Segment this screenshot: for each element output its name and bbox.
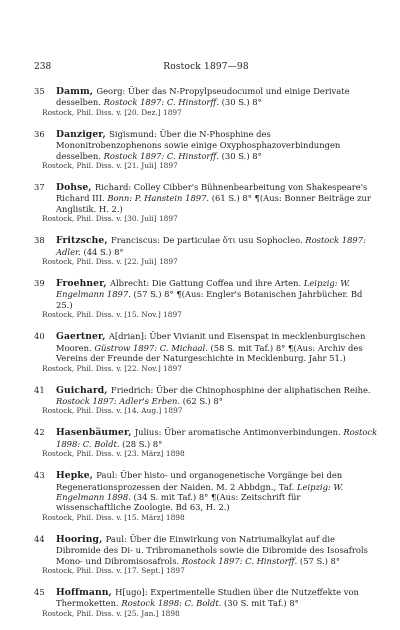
entry-number: 41: [34, 384, 45, 395]
entry-extent: (58 S. mit Taf.) 8° ¶(Aus: Archiv des Vereins der Freunde der Naturgeschichte in Mecklenburg. Jahr 51.): [56, 342, 363, 364]
entry-number: 42: [34, 427, 45, 438]
page-number: 238: [34, 62, 52, 72]
entry-dissertation-note: Rostock, Phil. Diss. v. [30. Juli] 1897: [42, 214, 178, 224]
entry-number: 38: [34, 235, 45, 246]
bibliography-entry: [34, 385, 378, 417]
entry-number: 35: [34, 86, 45, 96]
entry-extent: (28 S.) 8°: [122, 438, 163, 449]
entry-title: Sigismund: Über die N-Phosphine des Mononitrobenzophenons sowie einige Oxyphosphazoverbindungen desselben.: [56, 128, 341, 161]
entry-dissertation-note: Rostock, Phil. Diss. v. [14. Aug.] 1897: [42, 406, 183, 416]
entry-number: 37: [34, 182, 45, 193]
entry-title: Albrecht: Die Gattung Coffea und ihre Arten.: [109, 278, 304, 289]
bibliography-entry: [34, 278, 378, 320]
entry-title: Richard: Colley Cibber's Bühnenbearbeitung von Shakespeare's Richard III.: [56, 182, 368, 204]
entry-publisher: Rostock 1897: C. Hinstorff.: [103, 97, 222, 108]
entry-number: 45: [34, 586, 45, 597]
running-title: Rostock 1897—98: [163, 62, 249, 72]
bibliography-entry: [34, 129, 378, 171]
entry-author: Gaertner,: [56, 331, 109, 343]
entry-author: Dohse,: [56, 182, 95, 194]
bibliography-entry: [34, 587, 378, 619]
entry-number: 44: [34, 533, 45, 544]
entry-title: Paul: Über histo- und organogenetische Vorgänge bei den Regenerationsprozessen der Naiden. M. 2 Abbdgn., Taf.: [56, 470, 343, 492]
entry-number: 39: [34, 278, 45, 289]
entry-publisher: Rostock 1897: Adler.: [56, 235, 366, 257]
entry-number: 43: [34, 470, 45, 481]
entry-extent: (57 S.) 8° ¶(Aus: Engler's Botanischen Jahrbücher. Bd 25.): [56, 289, 363, 310]
entry-extent: (44 S.) 8°: [83, 246, 124, 257]
entry-title: Paul: Über die Einwirkung von Natriumalkylat auf die Dibromide des Di- u. Tribromanethols sowie die Dibromide des Isosafrols Mono- und Dibromisosafrols.: [56, 533, 368, 566]
bibliography-entry: [34, 86, 378, 118]
entry-dissertation-note: Rostock, Phil. Diss. v. [15. März] 1898: [42, 512, 185, 522]
entry-author: Hoffmann,: [56, 586, 116, 598]
entry-publisher: Bonn: P. Hanstein 1897.: [107, 193, 212, 204]
entry-extent: (61 S.) 8° ¶(Aus: Bonner Beiträge zur Anglistik. H. 2.): [56, 193, 371, 214]
entry-extent: (34 S. mit Taf.) 8° ¶(Aus: Zeitschrift für wissenschaftliche Zoologie. Bd 63, H. 2.): [56, 491, 301, 513]
entry-extent: (30 S.) 8°: [221, 150, 262, 161]
bibliography-entry: [34, 235, 378, 267]
entry-publisher: Rostock 1897: C. Hinstorff.: [181, 555, 300, 566]
entry-author: Fritzsche,: [56, 235, 111, 247]
entry-title: H[ugo]: Experimentelle Studien über die Nutzeffekte von Thermoketten.: [56, 586, 359, 609]
entry-publisher: Leipzig: W. Engelmann 1898.: [56, 481, 344, 502]
entry-dissertation-note: Rostock, Phil. Diss. v. [25. Jan.] 1898: [42, 608, 180, 618]
entry-author: Hooring,: [56, 533, 106, 545]
entry-author: Damm,: [56, 86, 97, 97]
entry-dissertation-note: Rostock, Phil. Diss. v. [23. März] 1898: [42, 449, 185, 459]
entry-publisher: Rostock 1897: Adler's Erben.: [56, 395, 183, 406]
entry-publisher: Leipzig: W. Engelmann 1897.: [56, 278, 351, 300]
entry-extent: (30 S.) 8°: [221, 97, 262, 108]
bibliography-entry: [34, 182, 378, 224]
entry-publisher: Güstrow 1897: C. Michaal.: [94, 342, 211, 353]
entry-author: Hasenbäumer,: [56, 427, 135, 439]
entry-dissertation-note: Rostock, Phil. Diss. v. [17. Sept.] 1897: [42, 565, 185, 575]
entry-extent: (30 S. mit Taf.) 8°: [224, 598, 299, 609]
entry-publisher: Rostock 1897: C. Hinstorff.: [103, 150, 222, 161]
bibliography-entry: [34, 470, 378, 523]
bibliography-entry: [34, 534, 378, 576]
entry-author: Froehner,: [56, 278, 110, 290]
entry-dissertation-note: Rostock, Phil. Diss. v. [15. Nov.] 1897: [42, 310, 182, 320]
entry-list: [34, 86, 378, 630]
entry-dissertation-note: Rostock, Phil. Diss. v. [21. Juli] 1897: [42, 161, 178, 171]
entry-title: Friedrich: Über die Chinophosphine der aliphatischen Reihe.: [110, 384, 371, 395]
bibliography-entry: [34, 331, 378, 373]
entry-author: Danziger,: [56, 128, 110, 140]
entry-title: Julius: Über aromatische Antimonverbindungen.: [134, 427, 344, 438]
entry-publisher: Rostock 1898: C. Boldt.: [56, 427, 378, 449]
page-header: [34, 62, 378, 76]
entry-dissertation-note: Rostock, Phil. Diss. v. [22. Nov.] 1897: [42, 363, 182, 373]
entry-extent: (62 S.) 8°: [182, 395, 223, 406]
entry-title: Franciscus: De particulae ὅτι usu Sophocleo.: [110, 235, 306, 246]
entry-dissertation-note: Rostock, Phil. Diss. v. [22. Juli] 1897: [42, 257, 178, 267]
entry-dissertation-note: Rostock, Phil. Diss. v. [20. Dez.] 1897: [42, 107, 182, 117]
entry-extent: (57 S.) 8°: [299, 555, 341, 566]
entry-author: Guichard,: [56, 384, 111, 396]
entry-author: Hepke,: [56, 470, 97, 482]
bibliography-entry: [34, 427, 378, 459]
entry-publisher: Rostock 1898: C. Boldt.: [121, 598, 225, 609]
entry-title: Georg: Über das N-Propylpseudocumol und einige Derivate desselben.: [56, 86, 350, 108]
entry-title: A[drian]: Über Vivianit und Eisenspat in mecklenburgischen Mooren.: [56, 331, 366, 353]
entry-number: 40: [34, 331, 45, 342]
entry-number: 36: [34, 128, 45, 139]
